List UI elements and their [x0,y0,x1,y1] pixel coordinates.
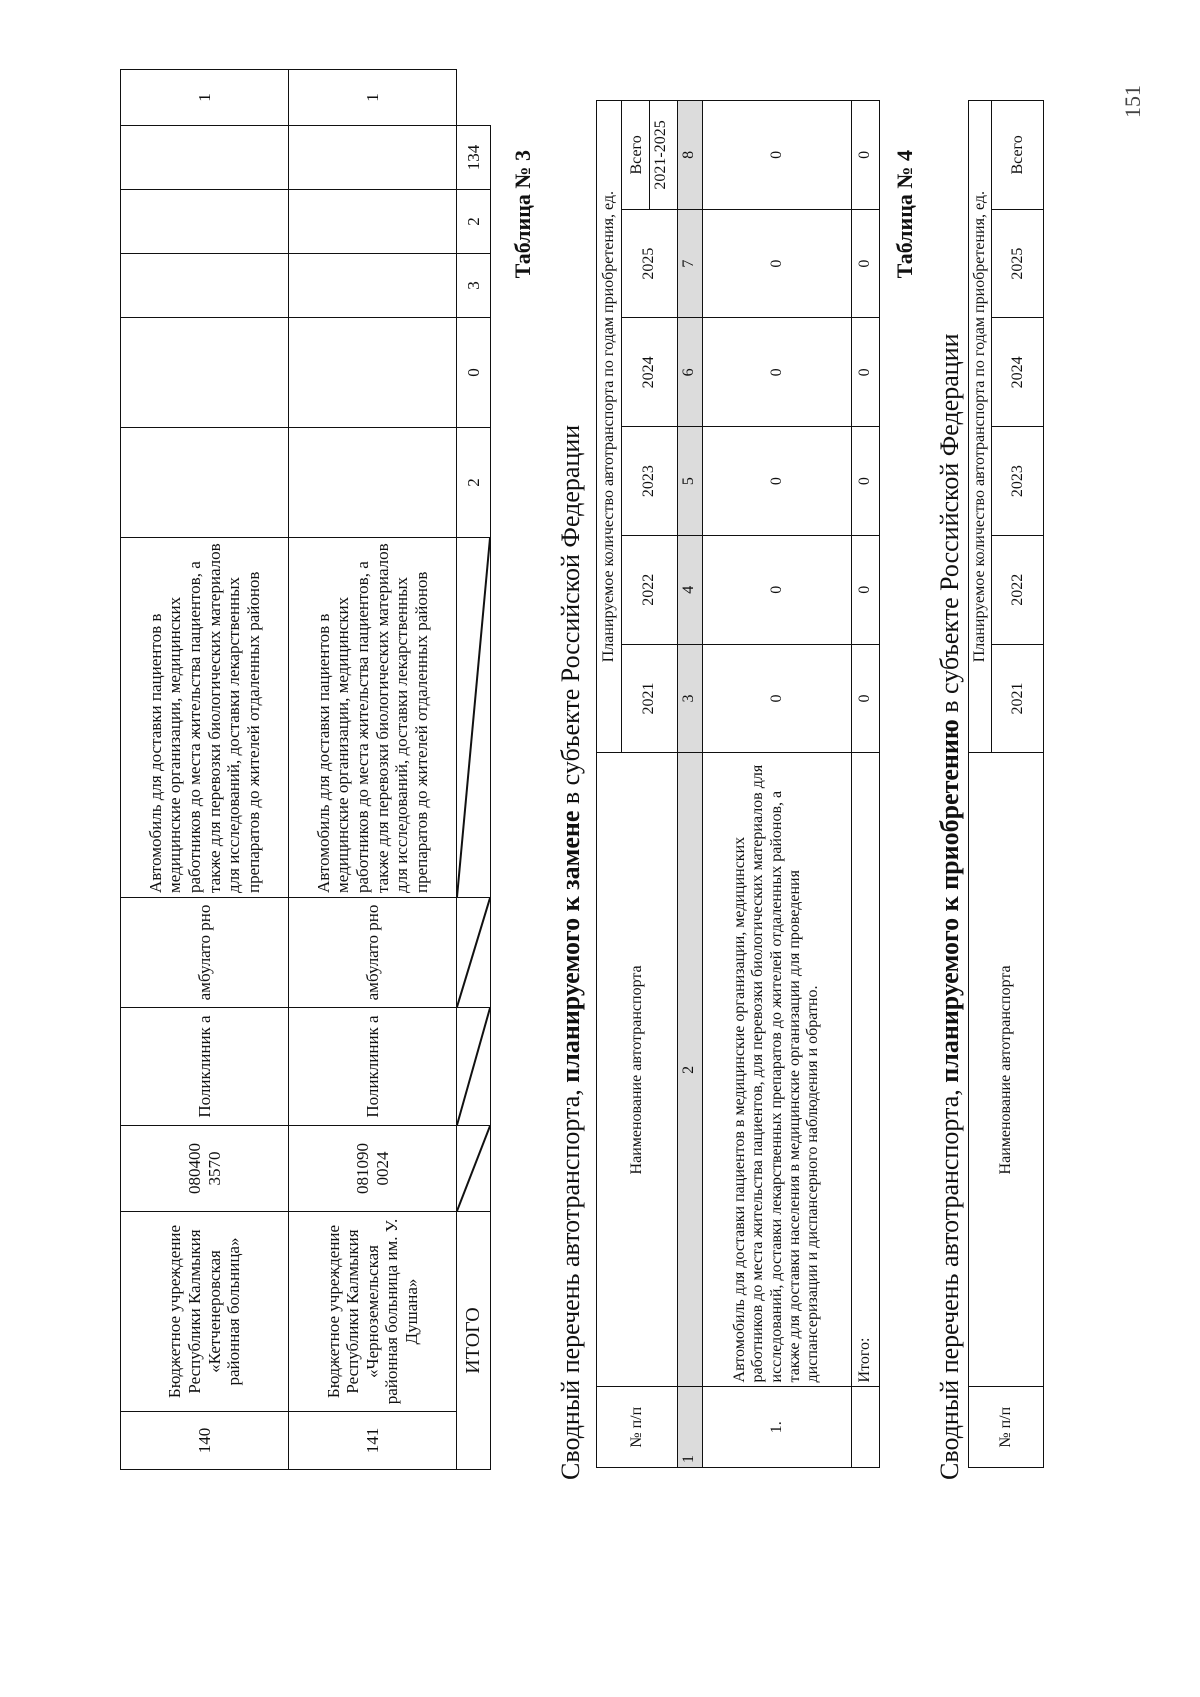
value-cell [121,428,289,538]
value-cell [121,254,289,318]
total-header-label: Всего [626,101,649,209]
year-header: 2022 [622,535,678,644]
value-cell: 0 [852,427,880,536]
value-cell: 0 [702,644,852,753]
empty-diagonal-cell [457,1008,491,1126]
total-header-years: 2021-2025 [651,120,669,190]
value-cell: 0 [852,644,880,753]
value-cell [289,126,457,190]
title-text: в субъекте Российской Федерации [556,424,585,811]
itogo-total: 134 [457,126,491,190]
itogo-label: Итого: [852,753,880,1387]
vehicle-cell: Автомобиль для доставки пациентов в медицинские организации, медицинских работников до места жительства пациентов, а также для перевозки биологических материалов для исследований, доставки лекарственных препаратов до жителей отдаленных районов [289,538,457,898]
column-number: 3 [677,644,702,753]
table3-caption-block [510,150,546,390]
care-cell: амбулато рно [289,898,457,1008]
value-cell: 0 [702,427,852,536]
itogo-row [852,101,880,1468]
table3 [596,100,880,1468]
top-table-block [120,70,490,1470]
value-cell: 0 [702,535,852,644]
table-row [702,101,852,1468]
unit-cell: Поликлиник а [289,1008,457,1126]
row-num: 140 [121,1412,289,1470]
col-num-header: № п/п [597,1387,678,1468]
value-cell: 0 [702,209,852,318]
institution-cell: Бюджетное учреждение Республики Калмыкия «Черноземельская районная больница им. У. Душана» [289,1212,457,1412]
table-row [121,70,289,1470]
year-header: 2024 [622,318,678,427]
year-header: 2021 [992,644,1044,753]
value-cell: 0 [852,101,880,210]
table-row [289,70,457,1470]
column-number: 1 [677,1387,702,1468]
itogo-value: 2 [457,428,491,538]
total-cell: 1 [289,70,457,126]
total-cell: 1 [121,70,289,126]
row-num: 141 [289,1412,457,1470]
column-number: 6 [677,318,702,427]
institution-cell: Бюджетное учреждение Республики Калмыкия «Кетченеровская районная больница» [121,1212,289,1412]
col-name-header: Наименование автотранспорта [597,753,678,1387]
column-number: 7 [677,209,702,318]
empty-diagonal-cell [457,1126,491,1212]
column-number-row [677,101,702,1468]
column-number: 4 [677,535,702,644]
vehicle-cell: Автомобиль для доставки пациентов в медицинские организации, медицинских работников до места жительства пациентов, а также для перевозки биологических материалов для исследований, доставки лекарственных препаратов до жителей отдаленных районов [121,538,289,898]
table4-caption-block [892,150,928,390]
year-header: 2023 [992,427,1044,536]
itogo-row [457,70,491,1470]
value-cell [289,254,457,318]
total-header [622,101,678,210]
column-number: 2 [677,753,702,1387]
empty-cell [852,1387,880,1468]
itogo-value: 3 [457,254,491,318]
top-table [120,69,491,1470]
value-cell: 0 [702,101,852,210]
table4-caption: Таблица № 4 [892,150,917,279]
year-header: 2025 [622,209,678,318]
title-text: Сводный перечень автотранспорта, [935,1082,964,1480]
row-num: 1. [702,1387,852,1468]
year-header: 2021 [622,644,678,753]
table3-title [556,80,586,1480]
table4-block [968,100,1042,1468]
value-cell: 0 [852,318,880,427]
value-cell: 0 [702,318,852,427]
col-group-header: Планируемое количество автотранспорта по годам приобретения, ед. [969,101,992,753]
year-header: 2022 [992,535,1044,644]
empty-diagonal-cell [457,898,491,1008]
value-cell [289,318,457,428]
title-bold-text: планируемого к замене [556,810,585,1083]
itogo-label: ИТОГО [457,1212,491,1470]
title-text: Сводный перечень автотранспорта, [556,1082,585,1480]
value-cell: 0 [852,535,880,644]
code-cell: 081090 0024 [289,1126,457,1212]
unit-cell: Поликлиник а [121,1008,289,1126]
value-cell [289,428,457,538]
table3-block [596,100,880,1468]
table4-title [935,80,965,1480]
table4 [968,100,1044,1468]
column-number: 8 [677,101,702,210]
value-cell [121,126,289,190]
value-cell [121,190,289,254]
vehicle-name: Автомобиль для доставки пациентов в медицинские организации, медицинских работников до места жительства пациентов, для перевозки биологических материалов для исследований, доставки лекарственных препаратов до жителей отдаленных районов, а также для доставки населения в медицинские организации для проведения диспансеризации и диспансерного наблюдения и обратно. [702,753,852,1387]
table3-title-block [556,80,592,1480]
col-name-header: Наименование автотранспорта [969,753,1044,1387]
col-group-header: Планируемое количество автотранспорта по годам приобретения, ед. [597,101,622,753]
table4-title-block [935,80,971,1480]
title-bold-text: планируемого к приобретению [935,719,964,1083]
empty-diagonal-cell [457,538,491,898]
value-cell [289,190,457,254]
care-cell: амбулато рно [121,898,289,1008]
col-num-header: № п/п [969,1387,1044,1468]
year-header: 2023 [622,427,678,536]
year-header: 2024 [992,318,1044,427]
itogo-value: 0 [457,318,491,428]
value-cell: 0 [852,209,880,318]
itogo-value: 2 [457,190,491,254]
title-text: в субъекте Российской Федерации [935,333,964,720]
total-header: Всего [992,101,1044,210]
value-cell [121,318,289,428]
table3-caption: Таблица № 3 [510,150,535,279]
year-header: 2025 [992,209,1044,318]
code-cell: 080400 3570 [121,1126,289,1212]
page-number: 151 [1120,85,1145,118]
column-number: 5 [677,427,702,536]
